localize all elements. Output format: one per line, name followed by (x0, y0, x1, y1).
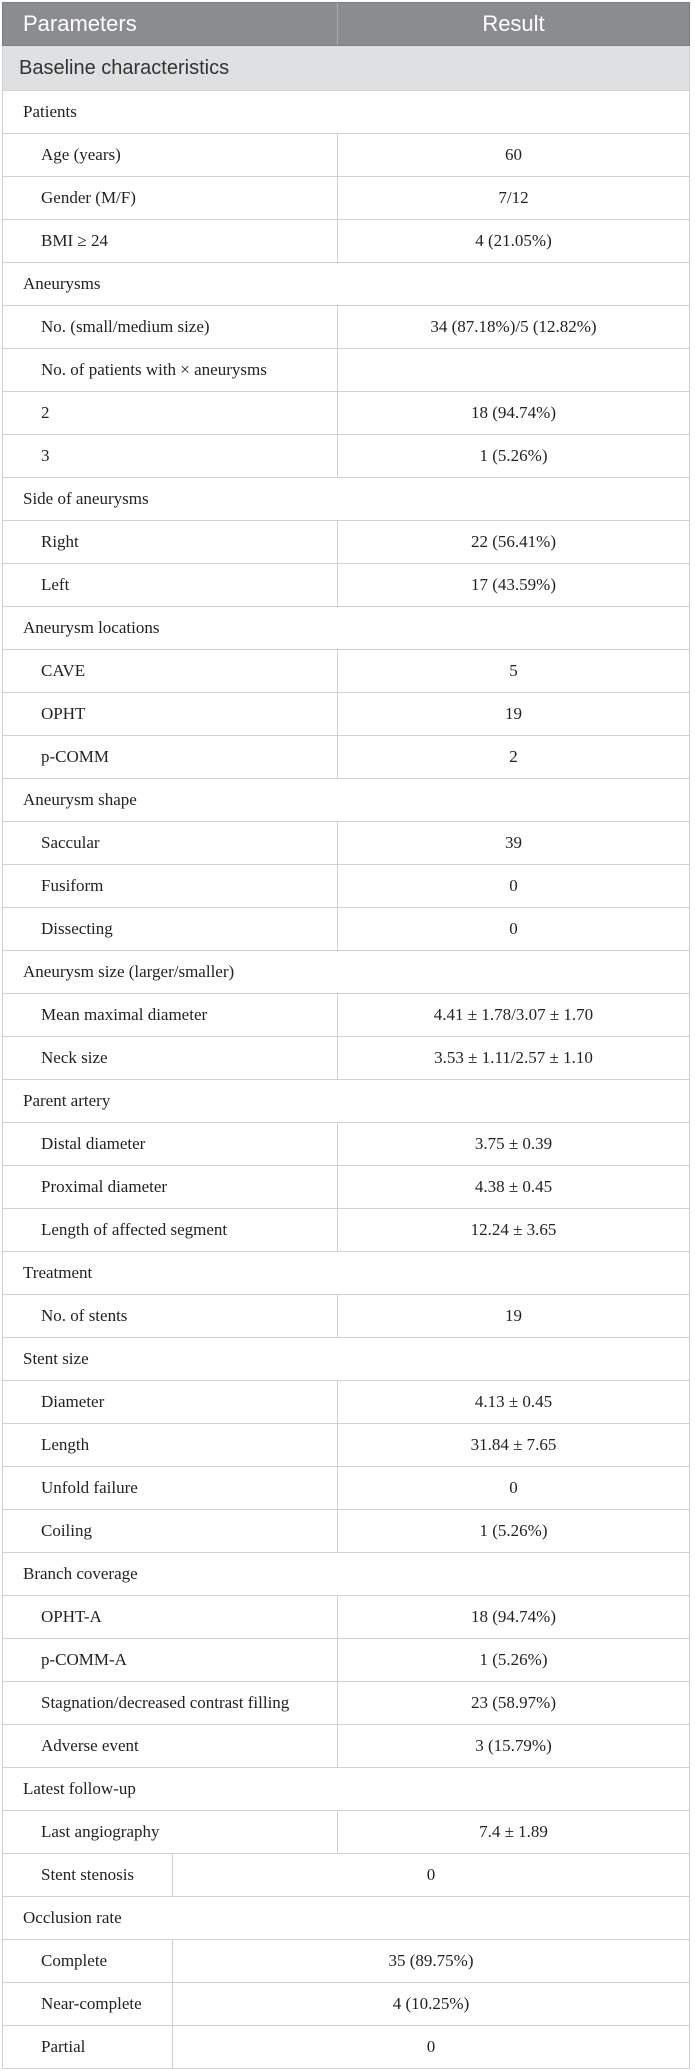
table-row (2, 1424, 690, 1467)
table-row (2, 1381, 690, 1424)
parameter-cell: BMI ≥ 24 (3, 220, 338, 262)
parameter-cell: 3 (3, 435, 338, 477)
table-row (2, 564, 690, 607)
group-label: Treatment (23, 1263, 93, 1282)
result-cell: 2 (509, 747, 518, 766)
table-row (2, 908, 690, 951)
section-label: Baseline characteristics (19, 56, 230, 79)
group-label: Parent artery (23, 1091, 111, 1110)
group-label: Aneurysms (23, 274, 101, 293)
table-row (2, 2026, 690, 2069)
parameter-cell: Left (3, 564, 338, 606)
table-row (2, 435, 690, 478)
parameter-cell: OPHT-A (3, 1596, 338, 1638)
result-cell: 19 (505, 1306, 522, 1325)
table-body (2, 46, 690, 2069)
group-row (2, 478, 690, 521)
group-row (2, 1897, 690, 1940)
table-row (2, 134, 690, 177)
result-cell: 19 (505, 704, 522, 723)
table-row (2, 306, 690, 349)
parameter-cell: Right (3, 521, 338, 563)
table-row (2, 1467, 690, 1510)
group-label: Stent size (23, 1349, 89, 1368)
table-row (2, 1295, 690, 1338)
result-cell: 1 (5.26%) (479, 1521, 548, 1540)
parameter-cell: CAVE (3, 650, 338, 692)
table-row (2, 220, 690, 263)
table-row (2, 1123, 690, 1166)
result-cell: 22 (56.41%) (471, 532, 556, 551)
table-row (2, 1639, 690, 1682)
result-cell: 7.4 ± 1.89 (479, 1822, 548, 1841)
parameter-cell: OPHT (3, 693, 338, 735)
parameter-cell: 2 (3, 392, 338, 434)
result-cell: 3.75 ± 0.39 (474, 1134, 553, 1153)
result-cell: 7/12 (498, 188, 529, 207)
table-row (2, 1037, 690, 1080)
result-cell: 3.53 ± 1.11/2.57 ± 1.10 (434, 1048, 593, 1067)
result-cell: 39 (505, 833, 522, 852)
result-cell: 0 (509, 919, 518, 938)
table-row (2, 1854, 690, 1897)
result-cell: 3 (15.79%) (475, 1736, 552, 1755)
parameter-cell: No. of patients with × aneurysms (3, 349, 338, 391)
table-row (2, 1209, 690, 1252)
parameter-cell: Gender (M/F) (3, 177, 338, 219)
parameter-cell: Neck size (3, 1037, 338, 1079)
parameter-cell: No. (small/medium size) (3, 306, 338, 348)
parameter-cell: No. of stents (3, 1295, 338, 1337)
group-row (2, 779, 690, 822)
parameter-cell: Stent stenosis (3, 1854, 173, 1896)
group-row (2, 1252, 690, 1295)
parameter-cell: Length (3, 1424, 338, 1466)
table-row (2, 1166, 690, 1209)
result-cell: 0 (509, 876, 518, 895)
table-row (2, 822, 690, 865)
table-header (2, 2, 690, 46)
group-label: Latest follow-up (23, 1779, 136, 1798)
parameter-cell: Saccular (3, 822, 338, 864)
table-row (2, 392, 690, 435)
parameter-cell: Adverse event (3, 1725, 338, 1767)
parameter-cell: Dissecting (3, 908, 338, 950)
result-cell: 4.13 ± 0.45 (474, 1392, 553, 1411)
table-row (2, 1510, 690, 1553)
result-cell: 12.24 ± 3.65 (470, 1220, 557, 1239)
table-row (2, 865, 690, 908)
result-cell: 17 (43.59%) (471, 575, 556, 594)
parameter-cell: Last angiography (3, 1811, 338, 1853)
group-label: Aneurysm locations (23, 618, 160, 637)
group-row (2, 1080, 690, 1123)
table-row (2, 693, 690, 736)
result-cell: 4.38 ± 0.45 (474, 1177, 553, 1196)
group-label: Occlusion rate (23, 1908, 122, 1927)
group-row (2, 951, 690, 994)
result-cell: 31.84 ± 7.65 (470, 1435, 557, 1454)
table-row (2, 521, 690, 564)
parameter-cell: Near-complete (3, 1983, 173, 2025)
group-label: Aneurysm shape (23, 790, 137, 809)
result-cell: 18 (94.74%) (471, 1607, 556, 1626)
header-parameters: Parameters (3, 3, 338, 45)
parameter-cell: Length of affected segment (3, 1209, 338, 1251)
group-row (2, 1553, 690, 1596)
table-row (2, 1983, 690, 2026)
table-row (2, 1682, 690, 1725)
parameter-cell: p-COMM (3, 736, 338, 778)
parameter-cell: Coiling (3, 1510, 338, 1552)
table-row (2, 1811, 690, 1854)
parameter-cell: Fusiform (3, 865, 338, 907)
result-cell: 5 (509, 661, 518, 680)
result-cell: 1 (5.26%) (479, 1650, 548, 1669)
group-row (2, 1338, 690, 1381)
parameter-cell: Age (years) (3, 134, 338, 176)
group-row (2, 607, 690, 650)
parameter-cell: Mean maximal diameter (3, 994, 338, 1036)
group-row (2, 91, 690, 134)
parameter-cell: Stagnation/decreased contrast filling (3, 1682, 338, 1724)
parameter-cell: Proximal diameter (3, 1166, 338, 1208)
result-cell: 18 (94.74%) (471, 403, 556, 422)
table-row (2, 349, 690, 392)
group-label: Branch coverage (23, 1564, 138, 1583)
result-cell (338, 349, 689, 391)
result-cell: 34 (87.18%)/5 (12.82%) (430, 317, 597, 336)
table-row (2, 736, 690, 779)
header-result: Result (482, 11, 545, 36)
result-cell: 23 (58.97%) (471, 1693, 556, 1712)
table-row (2, 1940, 690, 1983)
result-cell: 4 (21.05%) (475, 231, 552, 250)
result-cell: 1 (5.26%) (479, 446, 548, 465)
table-row (2, 1725, 690, 1768)
result-cell: 4 (10.25%) (392, 1994, 470, 2013)
result-cell: 60 (505, 145, 522, 164)
parameter-cell: Diameter (3, 1381, 338, 1423)
parameter-cell: Distal diameter (3, 1123, 338, 1165)
result-cell: 35 (89.75%) (388, 1951, 474, 1970)
parameter-cell: p-COMM-A (3, 1639, 338, 1681)
result-cell: 4.41 ± 1.78/3.07 ± 1.70 (433, 1005, 594, 1024)
parameter-cell: Complete (3, 1940, 173, 1982)
table-row (2, 994, 690, 1037)
parameter-cell: Partial (3, 2026, 173, 2068)
result-cell: 0 (509, 1478, 518, 1497)
results-table (2, 2, 690, 2069)
group-row (2, 263, 690, 306)
group-label: Side of aneurysms (23, 489, 149, 508)
parameter-cell: Unfold failure (3, 1467, 338, 1509)
result-cell: 0 (426, 2037, 436, 2056)
group-label: Aneurysm size (larger/smaller) (23, 962, 235, 981)
table-row (2, 1596, 690, 1639)
table-row (2, 177, 690, 220)
group-row (2, 1768, 690, 1811)
group-label: Patients (23, 102, 77, 121)
table-row (2, 650, 690, 693)
section-row (2, 46, 690, 91)
result-cell: 0 (426, 1865, 436, 1884)
